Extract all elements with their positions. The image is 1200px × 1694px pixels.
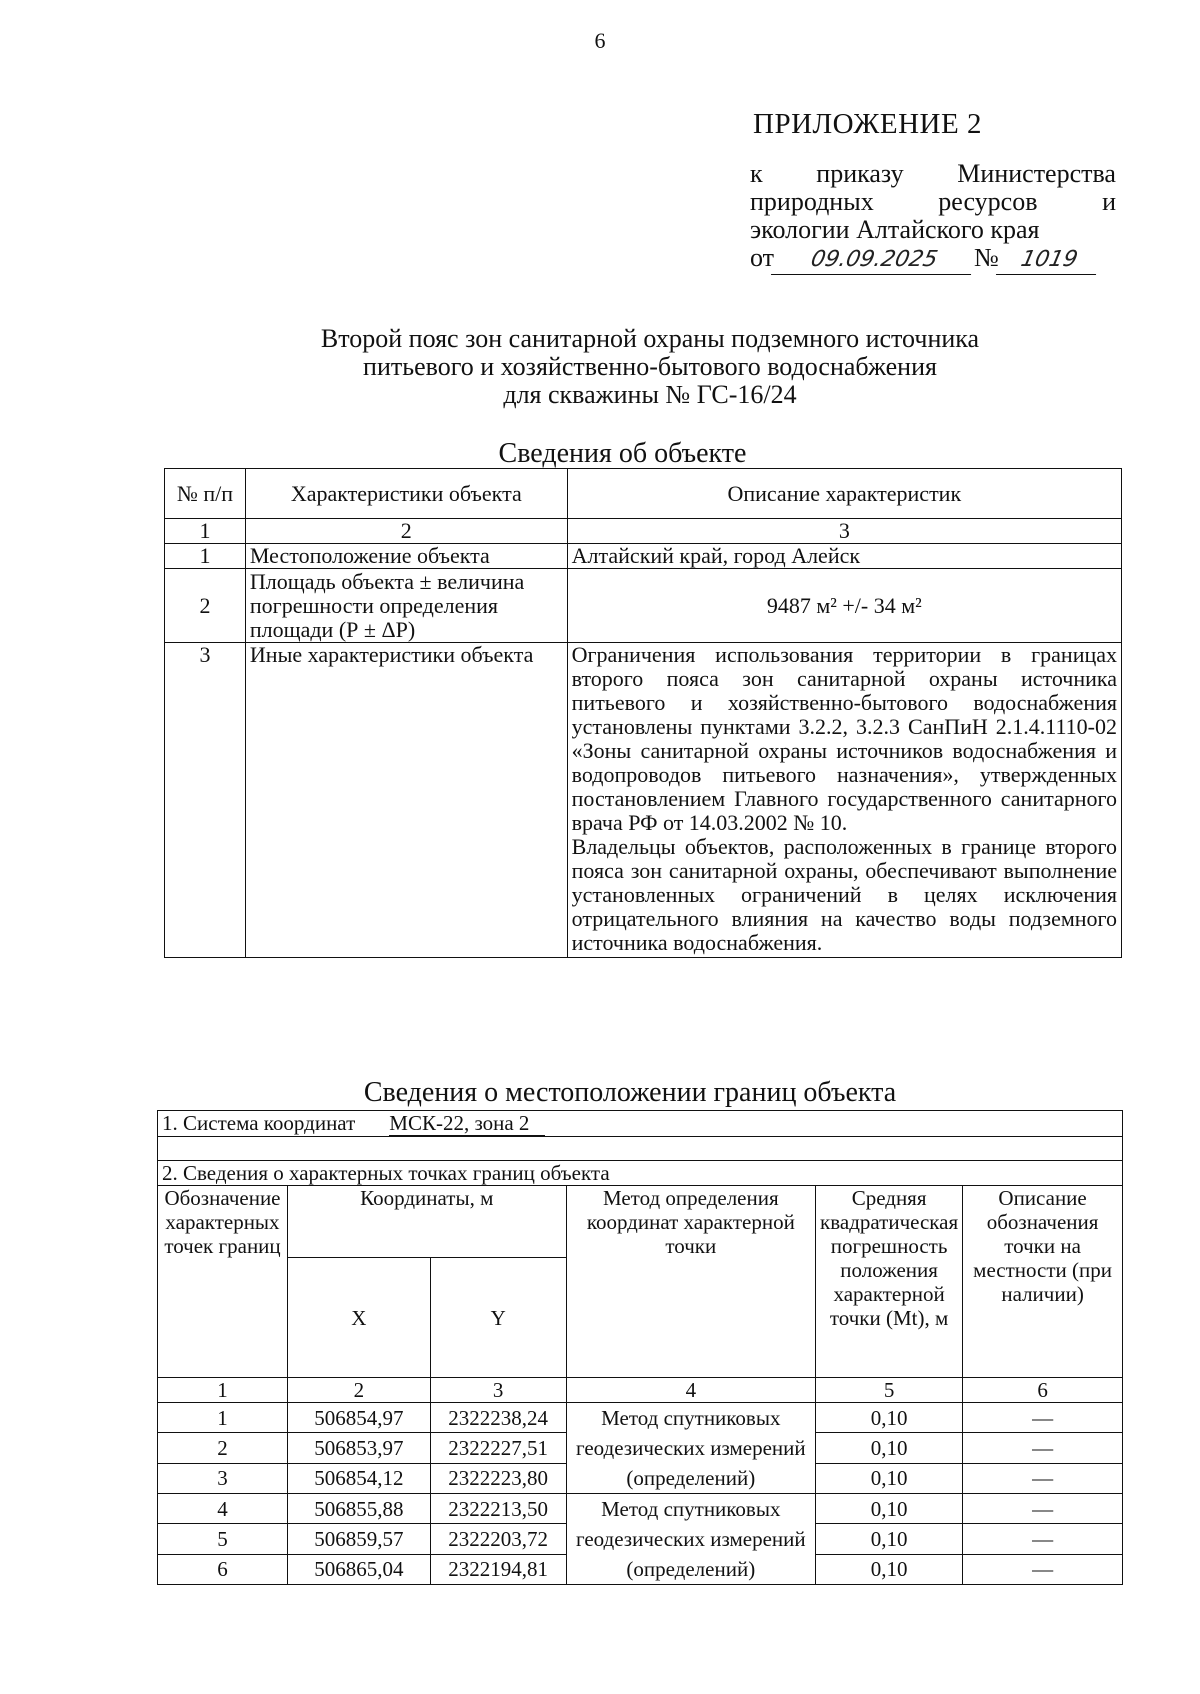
col-number: 3 <box>430 1378 566 1403</box>
row-desc: Алтайский край, город Алейск <box>567 544 1121 569</box>
col-number: 1 <box>165 519 246 544</box>
point-y: 2322223,80 <box>430 1463 566 1493</box>
boundary-info-caption: Сведения о местоположении границ объекта <box>363 1077 897 1108</box>
point-desc: — <box>963 1494 1123 1524</box>
col-number: 2 <box>287 1378 430 1403</box>
page-number: 6 <box>594 28 606 53</box>
point-x: 506854,97 <box>287 1403 430 1433</box>
point-desc: — <box>963 1554 1123 1584</box>
point-id: 2 <box>158 1433 288 1463</box>
point-desc: — <box>963 1463 1123 1493</box>
order-date-handwritten: 09.09.2025 <box>771 246 977 275</box>
col-number: 1 <box>158 1378 288 1403</box>
header-error: Средняя квадратическая погрешность положения характерной точки (Mt), м <box>816 1186 963 1378</box>
table-row <box>165 544 1122 569</box>
boundary-table <box>157 1110 1123 1585</box>
point-method: Метод спутниковых геодезических измерений (определений) <box>566 1403 815 1494</box>
point-id: 5 <box>158 1524 288 1554</box>
col-number: 3 <box>567 519 1121 544</box>
point-x: 506859,57 <box>287 1524 430 1554</box>
order-word-prikazu: приказу <box>816 159 904 188</box>
order-number-handwritten: 1019 <box>996 246 1102 275</box>
title-line: Второй пояс зон санитарной охраны подземного источника <box>320 324 980 353</box>
row-number: 1 <box>165 544 246 569</box>
title-line: для скважины № ГС-16/24 <box>503 380 797 409</box>
point-id: 3 <box>158 1463 288 1493</box>
document-title <box>250 325 1050 409</box>
header-point-description: Описание обозначения точки на местности (при наличии) <box>963 1186 1123 1378</box>
order-reference <box>750 160 1116 275</box>
point-y: 2322227,51 <box>430 1433 566 1463</box>
object-info-table <box>164 468 1122 958</box>
point-id: 6 <box>158 1554 288 1584</box>
header-x: X <box>287 1258 430 1378</box>
header-method: Метод определения координат характерной точки <box>566 1186 815 1378</box>
point-id: 1 <box>158 1403 288 1433</box>
object-info-caption: Сведения об объекте <box>498 438 747 469</box>
point-mt: 0,10 <box>816 1433 963 1463</box>
header-designation: Обозначение характерных точек границ <box>158 1186 288 1378</box>
point-x: 506855,88 <box>287 1494 430 1524</box>
row-desc-text <box>567 643 1121 958</box>
point-desc: — <box>963 1433 1123 1463</box>
point-x: 506854,12 <box>287 1463 430 1493</box>
col-number: 6 <box>963 1378 1123 1403</box>
table-row <box>165 643 1122 958</box>
order-number-label: № <box>974 243 999 272</box>
point-y: 2322213,50 <box>430 1494 566 1524</box>
table-row <box>165 569 1122 643</box>
owners-paragraph: Владельцы объектов, расположенных в границе второго пояса зон санитарной охраны, обеспечивают выполнение установленных ограничений в целях исключения отрицательного влияния на качество воды подземного источника водоснабжения. <box>571 834 1117 955</box>
restrictions-paragraph: Ограничения использования территории в границах второго пояса зон санитарной охраны источника питьевого и хозяйственно-бытового водоснабжения установлены пунктами 3.2.2, 3.2.3 СанПиН 2.1.4.1110-02 «Зоны санитарной охраны источников водоснабжения и водопроводов питьевого назначения», утвержденных постановлением Главного государственного санитарного врача РФ от 14.03.2002 № 10. <box>571 642 1117 835</box>
coord-system-row <box>158 1111 1123 1137</box>
point-y: 2322238,24 <box>430 1403 566 1433</box>
point-y: 2322203,72 <box>430 1524 566 1554</box>
appendix-title: ПРИЛОЖЕНИЕ 2 <box>753 108 982 140</box>
point-mt: 0,10 <box>816 1463 963 1493</box>
point-desc: — <box>963 1524 1123 1554</box>
point-x: 506865,04 <box>287 1554 430 1584</box>
order-word-and: и <box>1102 187 1116 216</box>
order-word-natural: природных <box>750 187 874 216</box>
row-number: 2 <box>165 569 246 643</box>
coord-system-label: 1. Система координат <box>162 1111 356 1135</box>
col-number: 4 <box>566 1378 815 1403</box>
table-row <box>158 1403 1123 1433</box>
header-coordinates: Координаты, м <box>287 1186 566 1258</box>
point-mt: 0,10 <box>816 1554 963 1584</box>
point-mt: 0,10 <box>816 1403 963 1433</box>
empty-row <box>158 1137 1123 1161</box>
point-x: 506853,97 <box>287 1433 430 1463</box>
row-desc: 9487 м² +/- 34 м² <box>567 569 1121 643</box>
col-number: 2 <box>245 519 567 544</box>
row-number: 3 <box>165 643 246 958</box>
point-method: Метод спутниковых геодезических измерений (определений) <box>566 1494 815 1585</box>
order-word-k: к <box>750 159 763 188</box>
header-y: Y <box>430 1258 566 1378</box>
order-ecology-line: экологии Алтайского края <box>750 215 1040 244</box>
header-description: Описание характеристик <box>567 469 1121 519</box>
col-number: 5 <box>816 1378 963 1403</box>
point-id: 4 <box>158 1494 288 1524</box>
row-name: Площадь объекта ± величина погрешности определения площади (Р ± ΔР) <box>245 569 567 643</box>
point-desc: — <box>963 1403 1123 1433</box>
order-from-label: от <box>750 243 775 272</box>
points-label-row: 2. Сведения о характерных точках границ объекта <box>158 1161 1123 1186</box>
point-mt: 0,10 <box>816 1494 963 1524</box>
order-word-resources: ресурсов <box>938 187 1038 216</box>
row-name: Местоположение объекта <box>245 544 567 569</box>
row-name: Иные характеристики объекта <box>245 643 567 958</box>
coord-system-value: МСК-22, зона 2 <box>389 1111 545 1136</box>
header-characteristics: Характеристики объекта <box>245 469 567 519</box>
table-row <box>158 1494 1123 1524</box>
order-word-ministry: Министерства <box>957 159 1116 188</box>
point-mt: 0,10 <box>816 1524 963 1554</box>
point-y: 2322194,81 <box>430 1554 566 1584</box>
header-number: № п/п <box>165 469 246 519</box>
title-line: питьевого и хозяйственно-бытового водоснабжения <box>363 352 937 381</box>
